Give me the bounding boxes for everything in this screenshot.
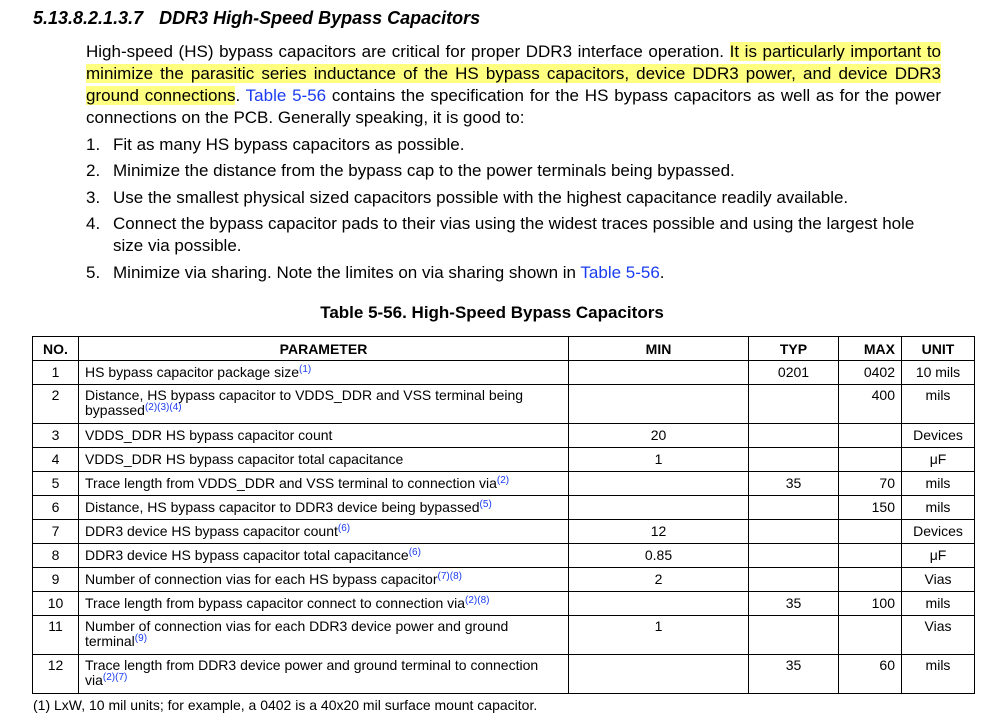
cell-unit: mils	[902, 472, 975, 496]
para-highlighted-text: It is particularly important to minimize the parasitic series inductance of the HS bypass capacitors, device DDR3 power, and device DDR3 ground connections	[86, 42, 941, 105]
cell-typ	[749, 385, 839, 424]
list-item-number: 5.	[86, 263, 101, 282]
cell-typ	[749, 520, 839, 544]
footnote-ref[interactable]: (6)	[337, 523, 351, 534]
cell-min	[569, 655, 749, 694]
table-reference-link[interactable]: Table 5-56	[245, 86, 327, 105]
parameter-text: DDR3 device HS bypass capacitor count	[85, 523, 338, 539]
cell-typ	[749, 448, 839, 472]
cell-unit: Devices	[902, 520, 975, 544]
cell-parameter	[79, 424, 569, 448]
cell-unit: μF	[902, 448, 975, 472]
cell-unit: Devices	[902, 424, 975, 448]
section-heading	[33, 8, 480, 29]
parameter-text: Trace length from VDDS_DDR and VSS terminal to connection via	[85, 475, 497, 491]
table-footnote: (1) LxW, 10 mil units; for example, a 0402 is a 40x20 mil surface mount capacitor.	[33, 697, 538, 713]
section-title: DDR3 High-Speed Bypass Capacitors	[159, 8, 481, 28]
list-item-number: 3.	[86, 188, 101, 207]
list-item-text: Connect the bypass capacitor pads to their vias using the widest traces possible and using the largest hole size via possible.	[113, 214, 915, 255]
cell-typ: 35	[749, 655, 839, 694]
list-item-text: Use the smallest physical sized capacitors possible with the highest capacitance readily available.	[113, 188, 849, 207]
cell-no: 11	[33, 616, 79, 655]
header-typ: TYP	[749, 337, 839, 361]
cell-no: 8	[33, 544, 79, 568]
cell-unit: Vias	[902, 568, 975, 592]
cell-no: 6	[33, 496, 79, 520]
cell-max: 70	[839, 472, 902, 496]
cell-unit: mils	[902, 385, 975, 424]
table-row	[33, 568, 975, 592]
spec-table	[32, 336, 975, 694]
cell-no: 1	[33, 361, 79, 385]
table-row	[33, 361, 975, 385]
footnote-ref[interactable]: (2)(7)	[102, 672, 128, 683]
cell-min	[569, 496, 749, 520]
parameter-text: Number of connection vias for each HS bypass capacitor	[85, 571, 438, 587]
cell-no: 3	[33, 424, 79, 448]
cell-min: 0.85	[569, 544, 749, 568]
cell-typ: 0201	[749, 361, 839, 385]
cell-unit: 10 mils	[902, 361, 975, 385]
table-row	[33, 544, 975, 568]
table-row	[33, 592, 975, 616]
list-item-text-main: Minimize via sharing. Note the limites on via sharing shown in	[113, 263, 581, 282]
table-row	[33, 655, 975, 694]
para-text-before: High-speed (HS) bypass capacitors are critical for proper DDR3 interface operation.	[86, 42, 730, 61]
cell-parameter	[79, 592, 569, 616]
footnote-ref[interactable]: (6)	[408, 547, 421, 558]
intro-paragraph	[86, 41, 941, 129]
header-parameter: PARAMETER	[79, 337, 569, 361]
parameter-text: Distance, HS bypass capacitor to VDDS_DDR and VSS terminal being bypassed	[85, 387, 524, 418]
parameter-text: Distance, HS bypass capacitor to DDR3 device being bypassed	[85, 499, 480, 515]
cell-parameter	[79, 472, 569, 496]
parameter-text: HS bypass capacitor package size	[85, 364, 299, 380]
cell-min: 1	[569, 448, 749, 472]
list-item-text: Minimize the distance from the bypass cap to the power terminals being bypassed.	[113, 161, 735, 180]
para-text-mid: .	[235, 86, 246, 105]
cell-unit: Vias	[902, 616, 975, 655]
cell-max	[839, 520, 902, 544]
cell-parameter	[79, 616, 569, 655]
cell-typ	[749, 496, 839, 520]
parameter-text: VDDS_DDR HS bypass capacitor total capacitance	[85, 451, 404, 467]
table-caption: Table 5-56. High-Speed Bypass Capacitors	[320, 303, 664, 322]
cell-min: 2	[569, 568, 749, 592]
table-header-row	[33, 337, 975, 361]
table-row	[33, 448, 975, 472]
cell-max: 400	[839, 385, 902, 424]
table-row	[33, 472, 975, 496]
list-item-number: 4.	[86, 214, 101, 233]
list-item-text	[113, 262, 941, 284]
cell-max: 100	[839, 592, 902, 616]
cell-max	[839, 544, 902, 568]
footnote-ref[interactable]: (1)	[299, 364, 312, 375]
list-item-number: 2.	[86, 161, 101, 180]
cell-parameter	[79, 655, 569, 694]
cell-no: 5	[33, 472, 79, 496]
cell-parameter	[79, 385, 569, 424]
cell-parameter	[79, 448, 569, 472]
footnote-ref[interactable]: (2)(3)(4)	[144, 402, 182, 413]
cell-min	[569, 592, 749, 616]
header-min: MIN	[569, 337, 749, 361]
cell-typ	[749, 616, 839, 655]
table-reference-link[interactable]: Table 5-56	[580, 263, 660, 282]
cell-no: 2	[33, 385, 79, 424]
cell-typ: 35	[749, 592, 839, 616]
cell-typ	[749, 424, 839, 448]
table-row	[33, 385, 975, 424]
header-unit: UNIT	[902, 337, 975, 361]
cell-min: 20	[569, 424, 749, 448]
section-number: 5.13.8.2.1.3.7	[33, 8, 144, 28]
parameter-text: VDDS_DDR HS bypass capacitor count	[85, 427, 333, 443]
cell-typ	[749, 568, 839, 592]
footnote-ref[interactable]: (2)	[496, 475, 510, 486]
cell-no: 12	[33, 655, 79, 694]
cell-no: 9	[33, 568, 79, 592]
list-item-text: Fit as many HS bypass capacitors as possible.	[113, 135, 465, 154]
cell-min: 12	[569, 520, 749, 544]
list-item-text-end: .	[659, 263, 665, 282]
header-max: MAX	[839, 337, 902, 361]
cell-max	[839, 424, 902, 448]
table-row	[33, 496, 975, 520]
list-item-number: 1.	[86, 135, 101, 154]
parameter-text: DDR3 device HS bypass capacitor total capacitance	[85, 547, 409, 563]
table-row	[33, 424, 975, 448]
footnote-ref[interactable]: (2)(8)	[465, 595, 490, 606]
footnote-ref[interactable]: (9)	[134, 633, 148, 644]
footnote-ref[interactable]: (5)	[479, 499, 492, 510]
cell-no: 10	[33, 592, 79, 616]
cell-max	[839, 616, 902, 655]
cell-max: 0402	[839, 361, 902, 385]
cell-min	[569, 361, 749, 385]
cell-max: 60	[839, 655, 902, 694]
cell-unit: μF	[902, 544, 975, 568]
cell-parameter	[79, 520, 569, 544]
cell-unit: mils	[902, 655, 975, 694]
cell-parameter	[79, 361, 569, 385]
cell-typ: 35	[749, 472, 839, 496]
cell-unit: mils	[902, 496, 975, 520]
cell-min: 1	[569, 616, 749, 655]
cell-max: 150	[839, 496, 902, 520]
para-text-after: contains the specification for the HS bypass capacitors as well as for the power connections on the PCB. Generally speaking, it is good to:	[86, 86, 941, 127]
parameter-text: Trace length from bypass capacitor connect to connection via	[85, 595, 466, 611]
parameter-text: Trace length from DDR3 device power and ground terminal to connection via	[85, 657, 539, 688]
footnote-ref[interactable]: (7)(8)	[437, 571, 462, 582]
table-row	[33, 520, 975, 544]
cell-parameter	[79, 568, 569, 592]
table-row	[33, 616, 975, 655]
cell-max	[839, 568, 902, 592]
cell-parameter	[79, 496, 569, 520]
header-no: NO.	[33, 337, 79, 361]
cell-parameter	[79, 544, 569, 568]
cell-min	[569, 472, 749, 496]
cell-unit: mils	[902, 592, 975, 616]
cell-min	[569, 385, 749, 424]
cell-max	[839, 448, 902, 472]
parameter-text: Number of connection vias for each DDR3 device power and ground terminal	[85, 618, 509, 649]
cell-no: 7	[33, 520, 79, 544]
cell-typ	[749, 544, 839, 568]
cell-no: 4	[33, 448, 79, 472]
